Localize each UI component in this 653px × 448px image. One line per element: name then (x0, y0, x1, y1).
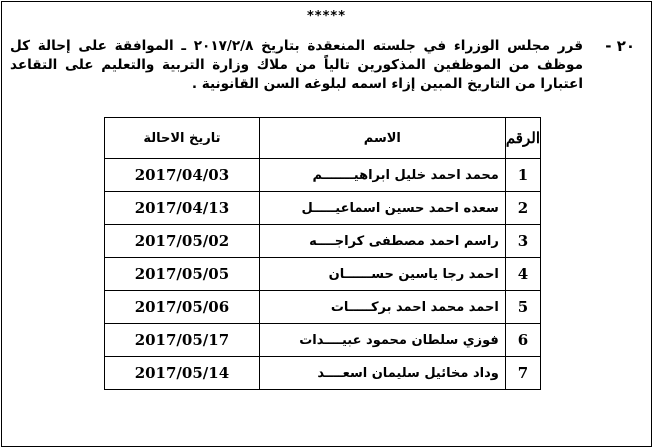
row-date: 2017/05/17 (105, 324, 260, 357)
header-number: الرقم (505, 118, 540, 159)
separator-stars: ***** (307, 9, 346, 24)
header-date: تاريخ الاحالة (105, 118, 260, 159)
table-row (105, 291, 541, 324)
row-number: 4 (505, 258, 540, 291)
row-number: 2 (505, 192, 540, 225)
row-date: 2017/05/05 (105, 258, 260, 291)
row-date: 2017/05/02 (105, 225, 260, 258)
table-header-row (105, 118, 541, 159)
row-number: 3 (505, 225, 540, 258)
row-name: محمد احمد خليل ابراهيـــــــم (259, 159, 505, 192)
row-number: 5 (505, 291, 540, 324)
row-number: 7 (505, 357, 540, 390)
row-name: وداد مخائيل سليمان اسعــــد (259, 357, 505, 390)
retirement-table (104, 117, 541, 390)
decision-number: ٢٠ - (605, 37, 635, 55)
row-name: راسم احمد مصطفى كراجــــه (259, 225, 505, 258)
decision-text: قرر مجلس الوزراء في جلسته المنعقدة بتاريخ ٢٠١٧/٢/٨ ـ الموافقة على إحالة كل موظف من الموظفين المذكورين تالياً من ملاك وزارة التربية والتعليم على التقاعد اعتبارا من التاريخ المبين إزاء اسمه لبلوغه السن القانونية . (10, 38, 583, 92)
row-date: 2017/05/06 (105, 291, 260, 324)
table-row (105, 258, 541, 291)
table-row (105, 192, 541, 225)
row-name: فوزي سلطان محمود عبيــــدات (259, 324, 505, 357)
row-date: 2017/04/13 (105, 192, 260, 225)
row-name: سعده احمد حسين اسماعيـــــل (259, 192, 505, 225)
row-date: 2017/05/14 (105, 357, 260, 390)
table-row (105, 225, 541, 258)
table-row (105, 159, 541, 192)
row-date: 2017/04/03 (105, 159, 260, 192)
decision-paragraph (10, 37, 635, 94)
row-name: احمد محمد احمد بركـــــات (259, 291, 505, 324)
header-name: الاسم (259, 118, 505, 159)
table-row (105, 324, 541, 357)
row-number: 1 (505, 159, 540, 192)
row-name: احمد رجا ياسين حســــــان (259, 258, 505, 291)
row-number: 6 (505, 324, 540, 357)
table-row (105, 357, 541, 390)
